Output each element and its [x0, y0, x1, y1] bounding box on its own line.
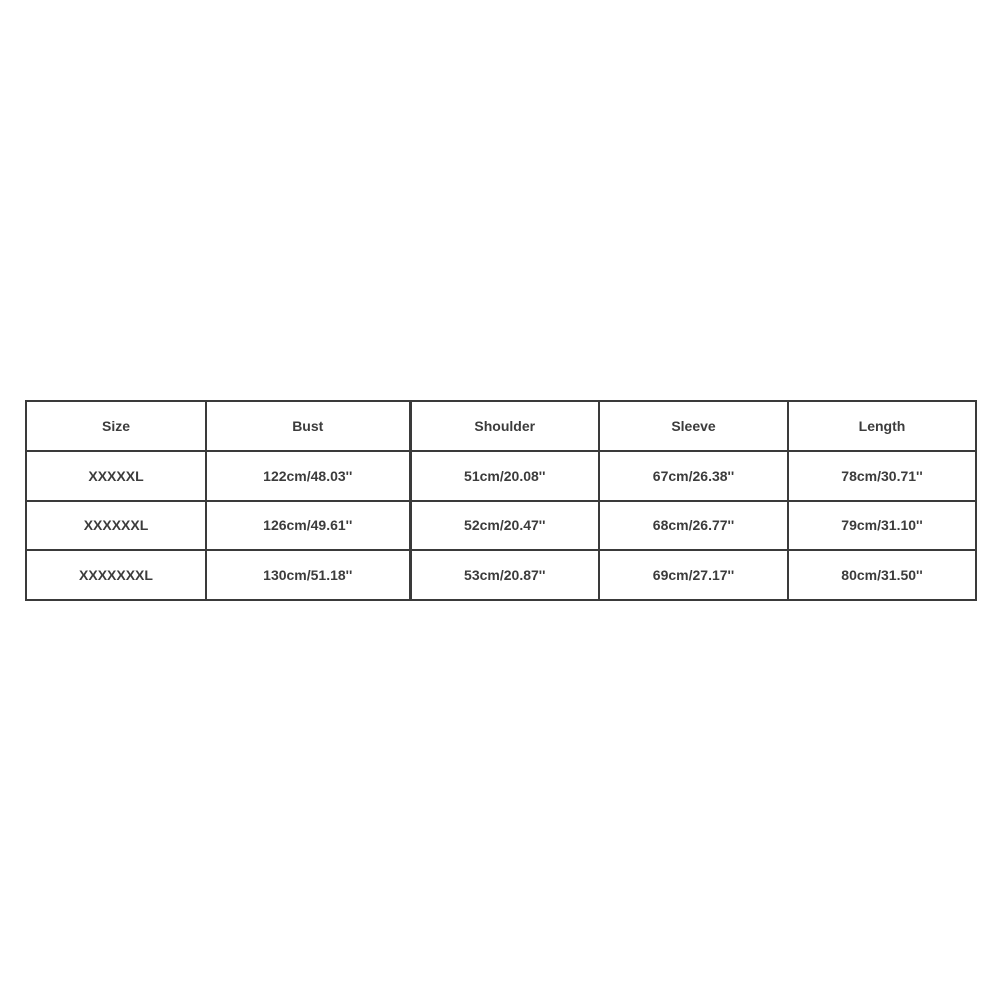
- header-length: Length: [788, 401, 976, 451]
- cell-sleeve: 67cm/26.38'': [599, 451, 788, 501]
- header-bust: Bust: [206, 401, 410, 451]
- cell-length: 78cm/30.71'': [788, 451, 976, 501]
- cell-length: 80cm/31.50'': [788, 550, 976, 600]
- cell-length: 79cm/31.10'': [788, 501, 976, 551]
- cell-size: XXXXXXXL: [26, 550, 206, 600]
- cell-bust: 130cm/51.18'': [206, 550, 410, 600]
- cell-shoulder: 53cm/20.87'': [410, 550, 599, 600]
- cell-sleeve: 68cm/26.77'': [599, 501, 788, 551]
- table-row: [26, 451, 976, 501]
- header-shoulder: Shoulder: [410, 401, 599, 451]
- cell-sleeve: 69cm/27.17'': [599, 550, 788, 600]
- table-row: [26, 550, 976, 600]
- table-header-row: [26, 401, 976, 451]
- header-sleeve: Sleeve: [599, 401, 788, 451]
- cell-size: XXXXXXL: [26, 501, 206, 551]
- cell-bust: 126cm/49.61'': [206, 501, 410, 551]
- table-row: [26, 501, 976, 551]
- cell-shoulder: 52cm/20.47'': [410, 501, 599, 551]
- header-size: Size: [26, 401, 206, 451]
- size-chart-table: [25, 400, 977, 601]
- cell-bust: 122cm/48.03'': [206, 451, 410, 501]
- cell-shoulder: 51cm/20.08'': [410, 451, 599, 501]
- cell-size: XXXXXL: [26, 451, 206, 501]
